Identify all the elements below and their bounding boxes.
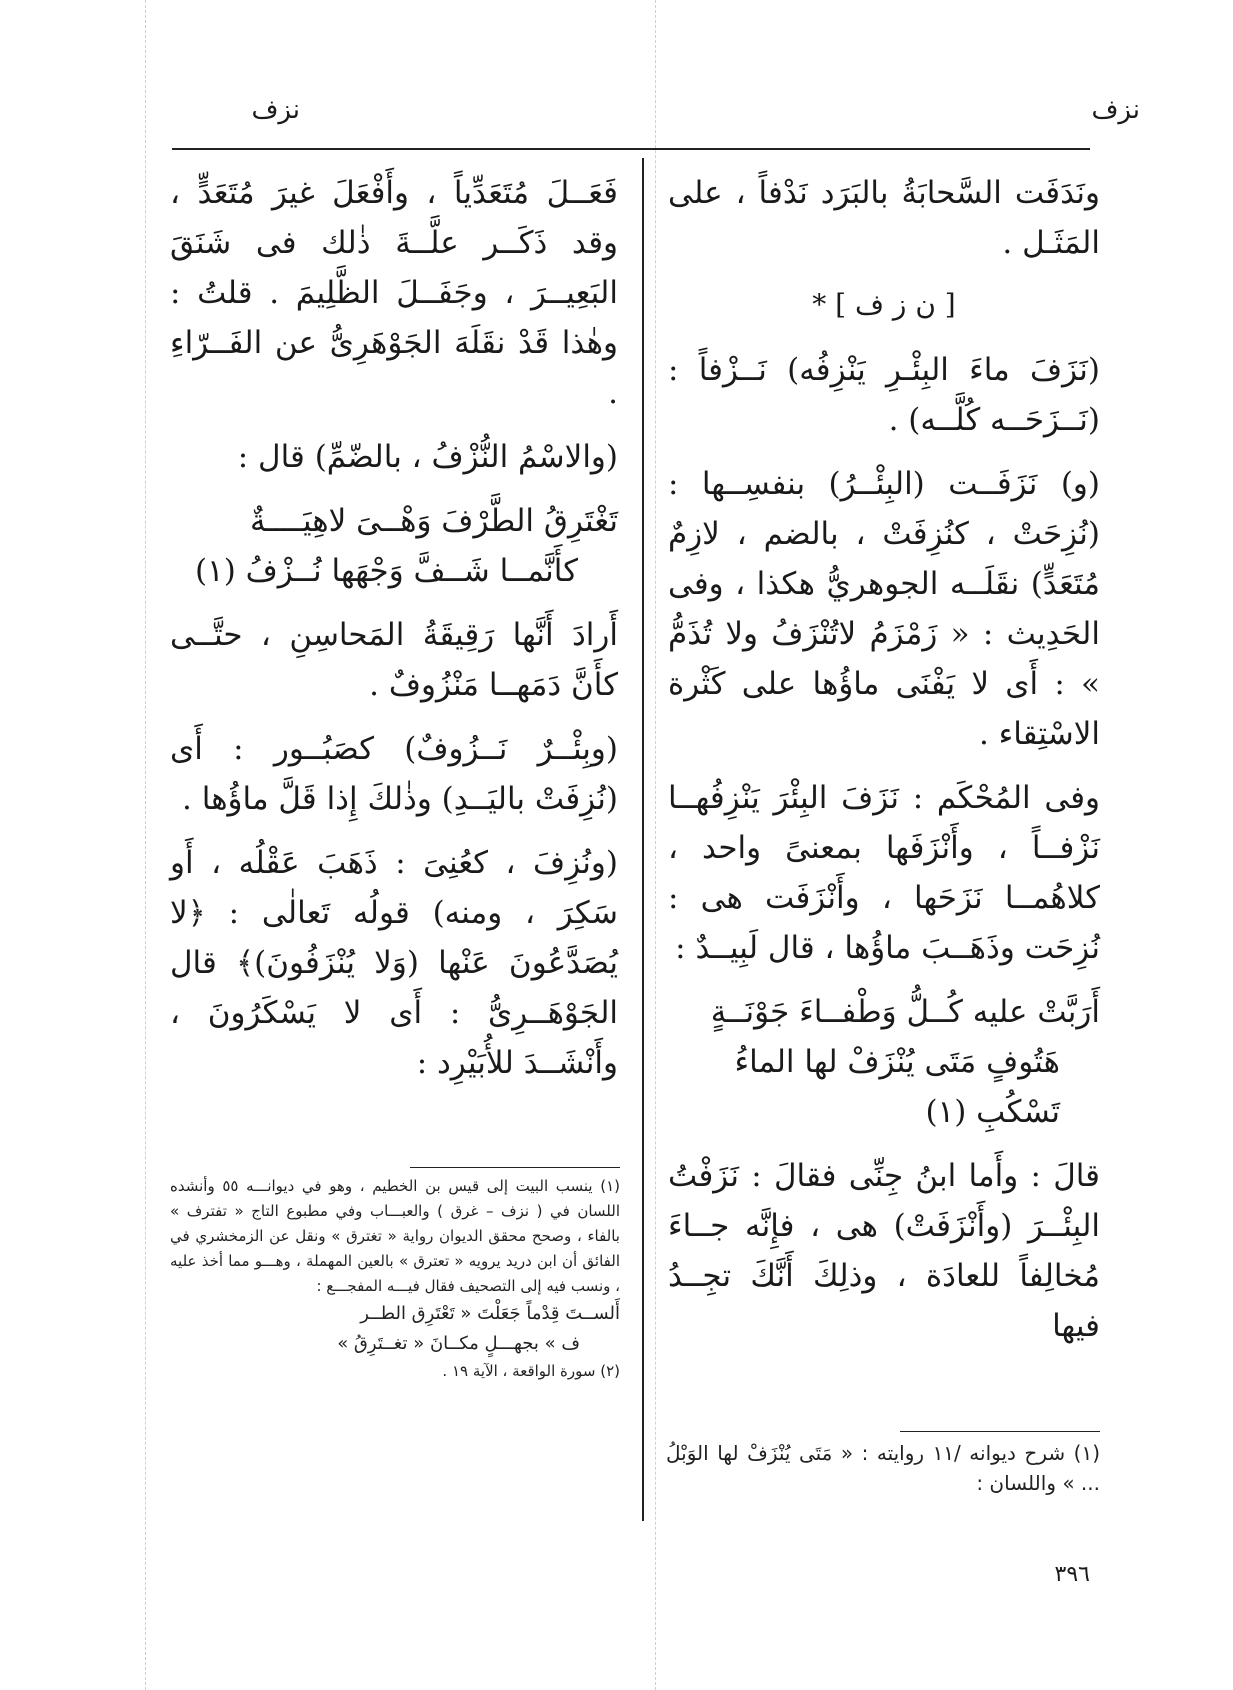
- paragraph: فَعَــلَ مُتَعَدِّياً ، وأَفْعَلَ غيرَ مُتَعَدٍّ ، وقد ذَكَــر علَّــةَ ذٰلك فى شَنَقَ البَعِيــرَ ، وجَفَــلَ الظَّلِيمَ . قلتُ : وهٰذا قَدْ نقَلَهَ الجَوْهَرِىُّ عن الفَــرّاءِ .: [170, 175, 618, 411]
- paragraph: (وبِئْــرٌ نَــزُوفٌ) كصَبُــور : أَى (نُزِفَتْ باليَــدِ) وذٰلكَ إِذا قَلَّ ماؤُها .: [170, 731, 618, 817]
- footnote-rule: [900, 1431, 1100, 1432]
- footnotes: [170, 1174, 620, 1384]
- right-column: [668, 168, 1100, 1365]
- paragraph: (و) نَزَفَــت (البِئْــرُ) بنفسِــها : (نُزِحَتْ ، كنُزِفَتْ ، بالضم ، لازِمٌ مُتَعَدٍّ) نقَلَــه الجوهريُّ هكذا ، وفى الحَدِيث : « زَمْزَمُ لاتُنْزَفُ ولا تُذَمُّ » : أَى لا يَفْنَى ماؤُها على كَثْرة الاسْتِقاء .: [668, 466, 1100, 752]
- paragraph: أَرادَ أَنَّها رَقِيقَةُ المَحاسِنِ ، حتَّــى كأَنَّ دَمَهــا مَنْزُوفٌ .: [170, 617, 618, 703]
- page-number: ٣٩٦: [1054, 1562, 1090, 1587]
- paragraph: قالَ : وأَما ابنُ جِنِّى فقالَ : نَزَفْتُ البِئْــرَ (وأَنْزَفَتْ) هى ، فإِنَّه جــاءَ مُخالِفاً للعادَة ، وذلِكَ أَنَّكَ تجِــدُ فيها: [668, 1158, 1100, 1344]
- scan-guide-line: [655, 0, 656, 1690]
- column-divider: [642, 158, 644, 1521]
- running-header-left: نزف: [251, 95, 300, 125]
- paragraph: وفى المُحْكَم : نَزَفَ البِئْرَ يَنْزِفُهــا نَزْفــاً ، وأَنْزَفَها بمعنىً واحد ، كلاهُمــا نَزَحَها ، وأَنْزَفَت هى : نُزِحَت وذَهَــبَ ماؤُها ، قال لَبِيــدٌ :: [668, 780, 1100, 966]
- paragraph: (والاسْمُ النُّزْفُ ، بالضّمِّ) قال :: [237, 439, 618, 475]
- footnote-verse: ف » بجهـــلٍ مكــانَ « تغــتَرِقُ »: [337, 1333, 580, 1354]
- verse-line: تَغْتَرِقُ الطَّرْفَ وَهْــىَ لاهِيَــــةٌ: [249, 503, 618, 539]
- footnote: (٢) سورة الواقعة ، الآية ١٩ .: [442, 1362, 620, 1380]
- footnote: (١) شرح ديوانه /١١ روايته : « مَتَى يُنْزَفْ لها الوَبْلُ ... » واللسان :: [666, 1441, 1101, 1495]
- footnote-rule: [410, 1167, 620, 1168]
- footnote: (١) ينسب البيت إلى قيس بن الخطيم ، وهو في ديوانـــه ٥٥ وأنشده اللسان في ( نزف – غرق ) والعبـــاب وفي مطبوع التاج « تفترف » بالفاء ، وصحح محقق الديوان رواية « تغترق » ونقل عن الزمخشري في الفائق أن ابن دريد يرويه « تعترق » بالعين المهملة ، وهـــو مما أخذ عليه ، ونسب فيه إلى التصحيف فقال فيـــه المفجـــع :: [170, 1177, 621, 1295]
- running-header-right: نزف: [1091, 95, 1140, 125]
- paragraph: (ونُزِفَ ، كعُنِىَ : ذَهَبَ عَقْلُه ، أَو سَكِرَ ، ومنه) قولُه تَعالٰى : ﴿لا يُصَدَّعُونَ عَنْها (وَلا يُنْزَفُونَ)﴾ قال الجَوْهَــرِىُّ : أَى لا يَسْكَرُونَ ، وأَنْشَــدَ للأُبَيْرِد :: [170, 845, 618, 1081]
- verse-line: أَرَبَّتْ عليه كُــلُّ وَطْفــاءَ جَوْنَــةٍ: [710, 994, 1100, 1030]
- entry-heading: [ ن ز ف ] *: [812, 288, 956, 321]
- verse-line: هَتُوفٍ مَتَى يُنْزَفْ لها الماءُ تَسْكُبِ (١): [734, 1044, 1060, 1130]
- left-column: [170, 168, 618, 1102]
- verse-line: كأَنَّمــا شَــفَّ وَجْهَها نُــزْفُ (١): [194, 553, 578, 589]
- paragraph: (نَزَفَ ماءَ البِئْـرِ يَنْزِفُه) نَــزْفاً : (نَــزَحَــه كُلَّــه) .: [668, 352, 1100, 438]
- footnote-verse: أَلســتَ قِدْماً جَعَلْتَ « تَعْتَرِق الطــر: [360, 1303, 620, 1324]
- scan-guide-line: [145, 0, 146, 1690]
- paragraph: ونَدَفَت السَّحابَةُ بالبَرَد نَدْفاً ، على المَثَـل .: [668, 175, 1100, 261]
- header-rule: [172, 148, 1090, 150]
